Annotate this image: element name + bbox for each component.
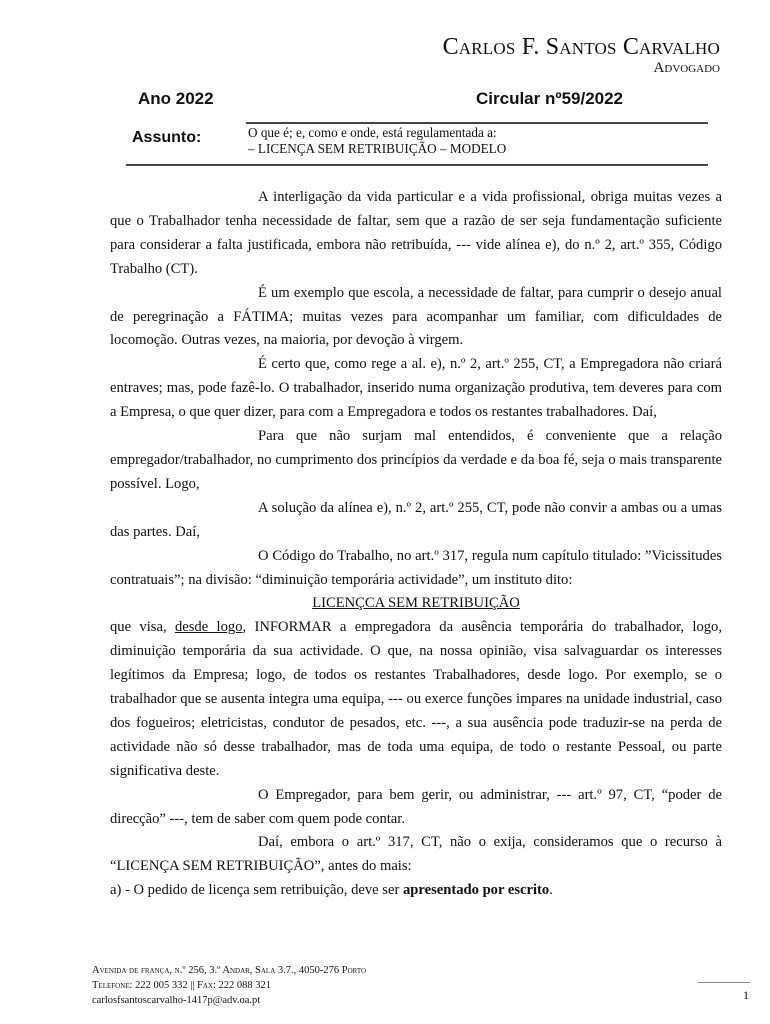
list-item-a-bold: apresentado por escrito [402,882,550,899]
subject-rule-top [246,122,708,124]
section-heading [110,592,722,616]
letterhead-name: Carlos F. Santos Carvalho [442,34,720,60]
list-item-a [110,879,722,903]
document-year: Ano 2022 [138,89,214,108]
footer-rule [698,982,750,983]
subject-line-2: – LICENÇA SEM RETRIBUIÇÃO – MODELO [248,141,507,156]
circular-number: Circular nº59/2022 [476,89,624,108]
list-item-a-end: . [549,882,553,899]
page-number: 1 [743,988,749,1002]
paragraph-3: É certo que, como rege a al. e), n.º 2, art.º 255, CT, a Empregadora não criará entraves; mas, pode fazê-lo. O trabalhador, inserido numa organização produtiva, tem deveres para com a Empresa, o que quer dizer, para com a Empregadora e todos os restantes trabalhadores. Daí, [110,356,722,421]
paragraph-8: O Empregador, para bem gerir, ou administrar, --- art.º 97, CT, “poder de direcção” ---, tem de saber com quem pode contar. [110,786,722,827]
footer-phone: Telefone: 222 005 332 || Fax: 222 088 321 [92,980,272,991]
footer-email: carlosfsantoscarvalho-1417p@adv.oa.pt [92,995,261,1006]
paragraph-7-underlined: desde logo [174,619,243,636]
subject-label: Assunto: [132,129,202,146]
paragraph-6: O Código do Trabalho, no art.º 317, regula num capítulo titulado: ”Vicissitudes contratuais”; na divisão: “diminuição temporária actividade”, um instituto dito: [110,547,722,588]
footer-address: Avenida de frança, n.º 256, 3.º Andar, Sala 3.7., 4050-276 Porto [92,965,367,976]
subject-rule-bottom [126,164,708,166]
list-item-a-start: a) - O pedido de licença sem retribuição, deve ser [110,882,403,899]
paragraph-1: A interligação da vida particular e a vida profissional, obriga muitas vezes a que o Trabalhador tenha necessidade de faltar, sem que a razão de ser seja fundamentação suficiente para considerar a falta justificada, embora não retribuída, --- vide alínea e), do n.º 2, art.º 355, Código Trabalho (CT). [110,189,722,277]
paragraph-9: Daí, embora o art.º 317, CT, não o exija, consideramos que o recurso à “LICENÇA SEM RETRIBUIÇÃO”, antes do mais: [110,834,722,875]
section-heading-text: LICENÇCA SEM RETRIBUIÇÃO [312,595,520,612]
paragraph-7-rest: , INFORMAR a empregadora da ausência temporária do trabalhador, logo, diminuição temporária da sua actividade. O que, na nossa opinião, visa salvaguardar os interesses legítimos da Empresa; logo, de todos os restantes Trabalhadores, desde logo. Por exemplo, se o trabalhador que se ausenta integra uma equipa, --- ou exerce funções impares na unidade industrial, caso dos fogueiros; eletricistas, condutor de pesados, etc. ---, a sua ausência pode traduzir-se na perda de actividade não só desse trabalhador, mas de toda uma equipa, de todo o restante Pessoal, ou parte significativa deste. [110,619,722,779]
subject-line-1: O que é; e, como e onde, está regulamentada a: [248,125,497,140]
subject-box [126,122,708,166]
paragraph-7-start: que visa, [110,619,175,636]
paragraph-7 [110,616,722,783]
paragraph-4: Para que não surjam mal entendidos, é conveniente que a relação empregador/trabalhador, no cumprimento dos princípios da verdade e da boa fé, seja o mais transparente possível. Logo, [110,428,722,492]
letterhead-role: Advogado [653,60,720,76]
paragraph-5: A solução da alínea e), n.º 2, art.º 255, CT, pode não convir a ambas ou a umas das partes. Daí, [110,499,722,540]
document-body [110,186,722,903]
paragraph-2: É um exemplo que escola, a necessidade de faltar, para cumprir o desejo anual de peregrinação a FÁTIMA; muitas vezes para acompanhar um familiar, com dificuldades de locomoção. Outras vezes, na maioria, por devoção à virgem. [110,284,722,349]
subject-text [248,125,506,157]
footer [92,963,366,1008]
